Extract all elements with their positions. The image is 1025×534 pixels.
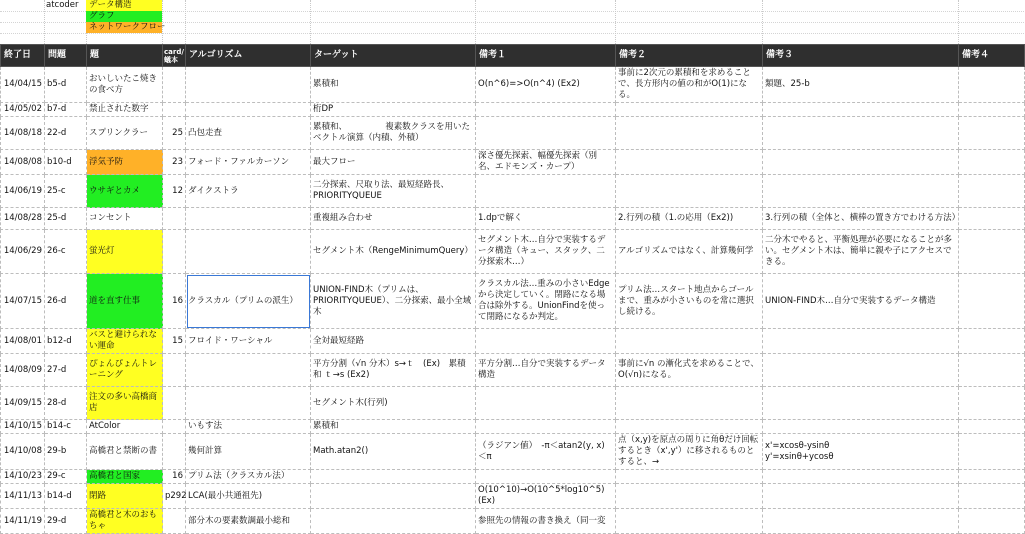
cell-card[interactable] xyxy=(163,230,186,274)
cell-note2[interactable] xyxy=(616,117,763,150)
cell-problem[interactable]: 25-d xyxy=(45,208,87,230)
table-row xyxy=(1,208,1025,230)
cell-algorithm[interactable] xyxy=(186,208,311,230)
cell-algorithm[interactable] xyxy=(186,387,311,420)
cell-note3[interactable]: x'=xcosθ-ysinθ y'=xsinθ+ycosθ xyxy=(763,434,959,470)
cell-title[interactable]: 禁止された数字 xyxy=(87,103,163,117)
cell-algorithm[interactable] xyxy=(186,230,311,274)
cell-note2[interactable] xyxy=(616,387,763,420)
cell-date[interactable]: 14/08/09 xyxy=(1,354,45,387)
table-row xyxy=(1,103,1025,117)
table-row xyxy=(1,117,1025,150)
cell-note4[interactable] xyxy=(959,67,1025,103)
cell-note2[interactable]: 事前に2次元の累積和を求めることで、長方形内の値の和がO(1)になる。 xyxy=(616,67,763,103)
table-row xyxy=(1,509,1025,534)
header-card[interactable]: card/ 蟻本 xyxy=(163,45,186,67)
cell-algorithm[interactable]: いもす法 xyxy=(186,420,311,434)
cell-note2[interactable] xyxy=(616,175,763,208)
cell-date[interactable]: 14/07/15 xyxy=(1,274,45,329)
cell-date[interactable]: 14/06/19 xyxy=(1,175,45,208)
cell-note3[interactable]: UNION-FIND木…自分で実装するデータ構造 xyxy=(763,274,959,329)
cell-problem[interactable]: 29-b xyxy=(45,434,87,470)
cell-note1[interactable] xyxy=(476,329,616,354)
cell-algorithm[interactable]: クラスカル（プリムの派生） xyxy=(186,274,311,329)
cell-problem[interactable]: b14-c xyxy=(45,420,87,434)
cell-note4[interactable] xyxy=(959,509,1025,534)
cell-note3[interactable] xyxy=(763,117,959,150)
cell-target[interactable]: 累積和 xyxy=(311,67,476,103)
cell-note2[interactable] xyxy=(616,509,763,534)
cell-algorithm[interactable] xyxy=(186,354,311,387)
cell-note4[interactable] xyxy=(959,117,1025,150)
cell-algorithm[interactable]: フロイド・ワーシャル xyxy=(186,329,311,354)
table-row xyxy=(1,150,1025,175)
cell-note1[interactable]: セグメント木…自分で実装するデータ構造（キュー、スタック、二分探索木…） xyxy=(476,230,616,274)
header-algorithm[interactable]: アルゴリズム xyxy=(186,45,311,67)
header-note3[interactable]: 備考３ xyxy=(763,45,959,67)
table-row xyxy=(1,67,1025,103)
cell-note1[interactable] xyxy=(476,117,616,150)
cell-problem[interactable]: 28-d xyxy=(45,387,87,420)
cell-algorithm[interactable]: フォード・ファルカーソン xyxy=(186,150,311,175)
cell-note4[interactable] xyxy=(959,150,1025,175)
cell-note4[interactable] xyxy=(959,175,1025,208)
cell-card[interactable]: 25 xyxy=(163,117,186,150)
header-date[interactable]: 終了日 xyxy=(1,45,45,67)
table-row xyxy=(1,329,1025,354)
cell-card[interactable]: 16 xyxy=(163,274,186,329)
cell-title[interactable]: 高橋君と禁断の書 xyxy=(87,434,163,470)
cell-note4[interactable] xyxy=(959,230,1025,274)
cell-target[interactable]: セグメント木(行列) xyxy=(311,387,476,420)
table-row xyxy=(1,470,1025,484)
header-problem[interactable]: 問題 xyxy=(45,45,87,67)
cell-note4[interactable] xyxy=(959,103,1025,117)
cell-note4[interactable] xyxy=(959,208,1025,230)
cell-date[interactable]: 14/05/02 xyxy=(1,103,45,117)
cell-target[interactable]: Math.atan2() xyxy=(311,434,476,470)
cell-title[interactable]: AtColor xyxy=(87,420,163,434)
cell-title[interactable]: 閉路 xyxy=(87,484,163,509)
cell-note3[interactable] xyxy=(763,509,959,534)
problems-table xyxy=(0,44,1025,534)
cell-note3[interactable] xyxy=(763,103,959,117)
cell-note1[interactable] xyxy=(476,420,616,434)
cell-card[interactable]: 15 xyxy=(163,329,186,354)
cell-target[interactable]: 最大フロー xyxy=(311,150,476,175)
cell-note1[interactable] xyxy=(476,387,616,420)
cell-target[interactable]: 重複組み合わせ xyxy=(311,208,476,230)
cell-target[interactable]: 累積和 xyxy=(311,420,476,434)
cell-title[interactable]: バスと避けられない運命 xyxy=(87,329,163,354)
cell-note4[interactable] xyxy=(959,274,1025,329)
cell-title[interactable]: 注文の多い高橋商店 xyxy=(87,387,163,420)
cell-card[interactable] xyxy=(163,103,186,117)
cell-algorithm[interactable]: 凸包走査 xyxy=(186,117,311,150)
cell-title[interactable]: 道を直す仕事 xyxy=(87,274,163,329)
cell-target[interactable]: 全対最短経路 xyxy=(311,329,476,354)
cell-target[interactable] xyxy=(311,509,476,534)
legend-label: atcoder xyxy=(46,0,79,10)
cell-note2[interactable] xyxy=(616,420,763,434)
cell-algorithm[interactable]: LCA(最小共通祖先) xyxy=(186,484,311,509)
cell-note1[interactable]: 1.dpで解く xyxy=(476,208,616,230)
cell-algorithm[interactable] xyxy=(186,67,311,103)
cell-date[interactable]: 14/10/23 xyxy=(1,470,45,484)
cell-note1[interactable]: 平方分割…自分で実装するデータ構造 xyxy=(476,354,616,387)
table-row xyxy=(1,354,1025,387)
header-title[interactable]: 題 xyxy=(87,45,163,67)
cell-note2[interactable]: 2.行列の積（1.の応用（Ex2)) xyxy=(616,208,763,230)
cell-note4[interactable] xyxy=(959,354,1025,387)
table-row xyxy=(1,420,1025,434)
cell-problem[interactable]: 22-d xyxy=(45,117,87,150)
table-row xyxy=(1,484,1025,509)
table-row xyxy=(1,274,1025,329)
cell-problem[interactable]: 29-d xyxy=(45,509,87,534)
cell-note1[interactable] xyxy=(476,175,616,208)
cell-note3[interactable] xyxy=(763,175,959,208)
cell-problem[interactable]: b5-d xyxy=(45,67,87,103)
cell-note1[interactable] xyxy=(476,470,616,484)
cell-note3[interactable]: 類題、25-b xyxy=(763,67,959,103)
cell-note1[interactable] xyxy=(476,103,616,117)
cell-card[interactable] xyxy=(163,208,186,230)
cell-target[interactable]: 累積和、 複素数クラスを用いたベクトル演算（内積、外積） xyxy=(311,117,476,150)
cell-note4[interactable] xyxy=(959,470,1025,484)
header-target[interactable]: ターゲット xyxy=(311,45,476,67)
cell-note3[interactable] xyxy=(763,420,959,434)
cell-date[interactable]: 14/08/08 xyxy=(1,150,45,175)
cell-card[interactable] xyxy=(163,67,186,103)
category-legend xyxy=(0,0,1024,44)
cell-card[interactable] xyxy=(163,509,186,534)
cell-date[interactable]: 14/08/28 xyxy=(1,208,45,230)
cell-card[interactable]: 23 xyxy=(163,150,186,175)
cell-algorithm[interactable]: ダイクストラ xyxy=(186,175,311,208)
cell-title[interactable]: 高橋君と木のおもちゃ xyxy=(87,509,163,534)
cell-problem[interactable]: 25-c xyxy=(45,175,87,208)
cell-title[interactable]: 蛍光灯 xyxy=(87,230,163,274)
cell-note4[interactable] xyxy=(959,434,1025,470)
cell-note1[interactable]: 参照先の情報の書き換え（同一変 xyxy=(476,509,616,534)
cell-date[interactable]: 14/11/13 xyxy=(1,484,45,509)
cell-algorithm[interactable]: プリム法（クラスカル法） xyxy=(186,470,311,484)
cell-title[interactable]: スプリンクラー xyxy=(87,117,163,150)
cell-date[interactable]: 14/09/15 xyxy=(1,387,45,420)
cell-note2[interactable] xyxy=(616,150,763,175)
cell-note2[interactable] xyxy=(616,470,763,484)
cell-note3[interactable] xyxy=(763,470,959,484)
cell-note2[interactable]: プリム法…スタート地点からゴールまで、重みが小さいものを常に選択し続ける。 xyxy=(616,274,763,329)
cell-date[interactable]: 14/08/18 xyxy=(1,117,45,150)
cell-note3[interactable] xyxy=(763,484,959,509)
cell-note2[interactable] xyxy=(616,103,763,117)
cell-date[interactable]: 14/10/08 xyxy=(1,434,45,470)
cell-card[interactable]: p292 xyxy=(163,484,186,509)
table-row xyxy=(1,434,1025,470)
cell-algorithm[interactable]: 部分木の要素数調最小総和 xyxy=(186,509,311,534)
cell-note3[interactable]: 二分木でやると、平衡処理が必要になることが多い。セグメント木は、簡単に親や子にアクセスできる。 xyxy=(763,230,959,274)
cell-algorithm[interactable] xyxy=(186,103,311,117)
cell-date[interactable]: 14/06/29 xyxy=(1,230,45,274)
cell-note1[interactable]: （ラジアン値） -π＜atan2(y, x)＜π xyxy=(476,434,616,470)
cell-card[interactable] xyxy=(163,354,186,387)
legend-data-structure[interactable]: データ構造 xyxy=(86,0,162,11)
cell-problem[interactable]: b14-d xyxy=(45,484,87,509)
cell-title[interactable]: コンセント xyxy=(87,208,163,230)
cell-title[interactable]: ウサギとカメ xyxy=(87,175,163,208)
cell-note2[interactable]: 点（x,y)を原点の周りに角θだけ回転するとき（x',y'）に移されるものとすると、→ xyxy=(616,434,763,470)
cell-note1[interactable]: O(n^6)=>O(n^4) (Ex2) xyxy=(476,67,616,103)
cell-title[interactable]: おいしいたこ焼きの食べ方 xyxy=(87,67,163,103)
cell-note1[interactable]: クラスカル法…重みの小さいEdgeから決定していく。閉路になる場合は除外する。UnionFindを使って閉路になるか判定。 xyxy=(476,274,616,329)
cell-problem[interactable]: 27-d xyxy=(45,354,87,387)
cell-note4[interactable] xyxy=(959,387,1025,420)
table-row xyxy=(1,230,1025,274)
cell-note4[interactable] xyxy=(959,484,1025,509)
cell-problem[interactable]: 26-d xyxy=(45,274,87,329)
cell-title[interactable]: 浮気予防 xyxy=(87,150,163,175)
cell-date[interactable]: 14/08/01 xyxy=(1,329,45,354)
cell-problem[interactable]: b12-d xyxy=(45,329,87,354)
cell-target[interactable]: 桁DP xyxy=(311,103,476,117)
cell-card[interactable] xyxy=(163,387,186,420)
cell-problem[interactable]: b10-d xyxy=(45,150,87,175)
cell-problem[interactable]: 26-c xyxy=(45,230,87,274)
cell-note2[interactable]: アルゴリズムではなく、計算幾何学 xyxy=(616,230,763,274)
cell-note4[interactable] xyxy=(959,329,1025,354)
cell-title[interactable]: 高橋君と国家 xyxy=(87,470,163,484)
cell-algorithm[interactable]: 幾何計算 xyxy=(186,434,311,470)
cell-note4[interactable] xyxy=(959,420,1025,434)
cell-note1[interactable]: O(10^10)→O(10^5*log10^5)(Ex) xyxy=(476,484,616,509)
cell-card[interactable]: 16 xyxy=(163,470,186,484)
header-row xyxy=(1,45,1025,67)
header-note2[interactable]: 備考２ xyxy=(616,45,763,67)
cell-note3[interactable] xyxy=(763,150,959,175)
cell-target[interactable] xyxy=(311,470,476,484)
cell-target[interactable] xyxy=(311,484,476,509)
cell-date[interactable]: 14/04/15 xyxy=(1,67,45,103)
cell-title[interactable]: ぴょんぴょんトレーニング xyxy=(87,354,163,387)
table-body xyxy=(1,67,1025,534)
cell-card[interactable] xyxy=(163,420,186,434)
cell-target[interactable]: 平方分割（√n 分木）s→ｔ (Ex) 累積和 ｔ→s (Ex2) xyxy=(311,354,476,387)
legend-graph[interactable]: グラフ xyxy=(86,11,162,22)
cell-note3[interactable] xyxy=(763,329,959,354)
cell-note3[interactable]: 3.行列の積（全体と、横棒の置き方でわける方法） xyxy=(763,208,959,230)
cell-note2[interactable] xyxy=(616,329,763,354)
cell-target[interactable]: セグメント木（RengeMinimumQuery） xyxy=(311,230,476,274)
legend-network-flow[interactable]: ネットワークフロー xyxy=(86,22,162,33)
cell-target[interactable]: UNION-FIND木（プリムは、PRIORITYQUEUE）、二分探索、最小全域木 xyxy=(311,274,476,329)
cell-note2[interactable]: 事前に√n の漸化式を求めることで、O(√n)になる。 xyxy=(616,354,763,387)
cell-target[interactable]: 二分探索、尺取り法、最短経路長、PRIORITYQUEUE xyxy=(311,175,476,208)
cell-date[interactable]: 14/10/15 xyxy=(1,420,45,434)
cell-problem[interactable]: 29-c xyxy=(45,470,87,484)
table-row xyxy=(1,387,1025,420)
table-row xyxy=(1,175,1025,208)
cell-date[interactable]: 14/11/19 xyxy=(1,509,45,534)
cell-note1[interactable]: 深さ優先探索、幅優先探索（別名、エドモンズ・カープ） xyxy=(476,150,616,175)
cell-card[interactable]: 12 xyxy=(163,175,186,208)
cell-note3[interactable] xyxy=(763,354,959,387)
cell-note2[interactable] xyxy=(616,484,763,509)
header-note1[interactable]: 備考１ xyxy=(476,45,616,67)
header-note4[interactable]: 備考４ xyxy=(959,45,1025,67)
cell-card[interactable] xyxy=(163,434,186,470)
cell-problem[interactable]: b7-d xyxy=(45,103,87,117)
cell-note3[interactable] xyxy=(763,387,959,420)
